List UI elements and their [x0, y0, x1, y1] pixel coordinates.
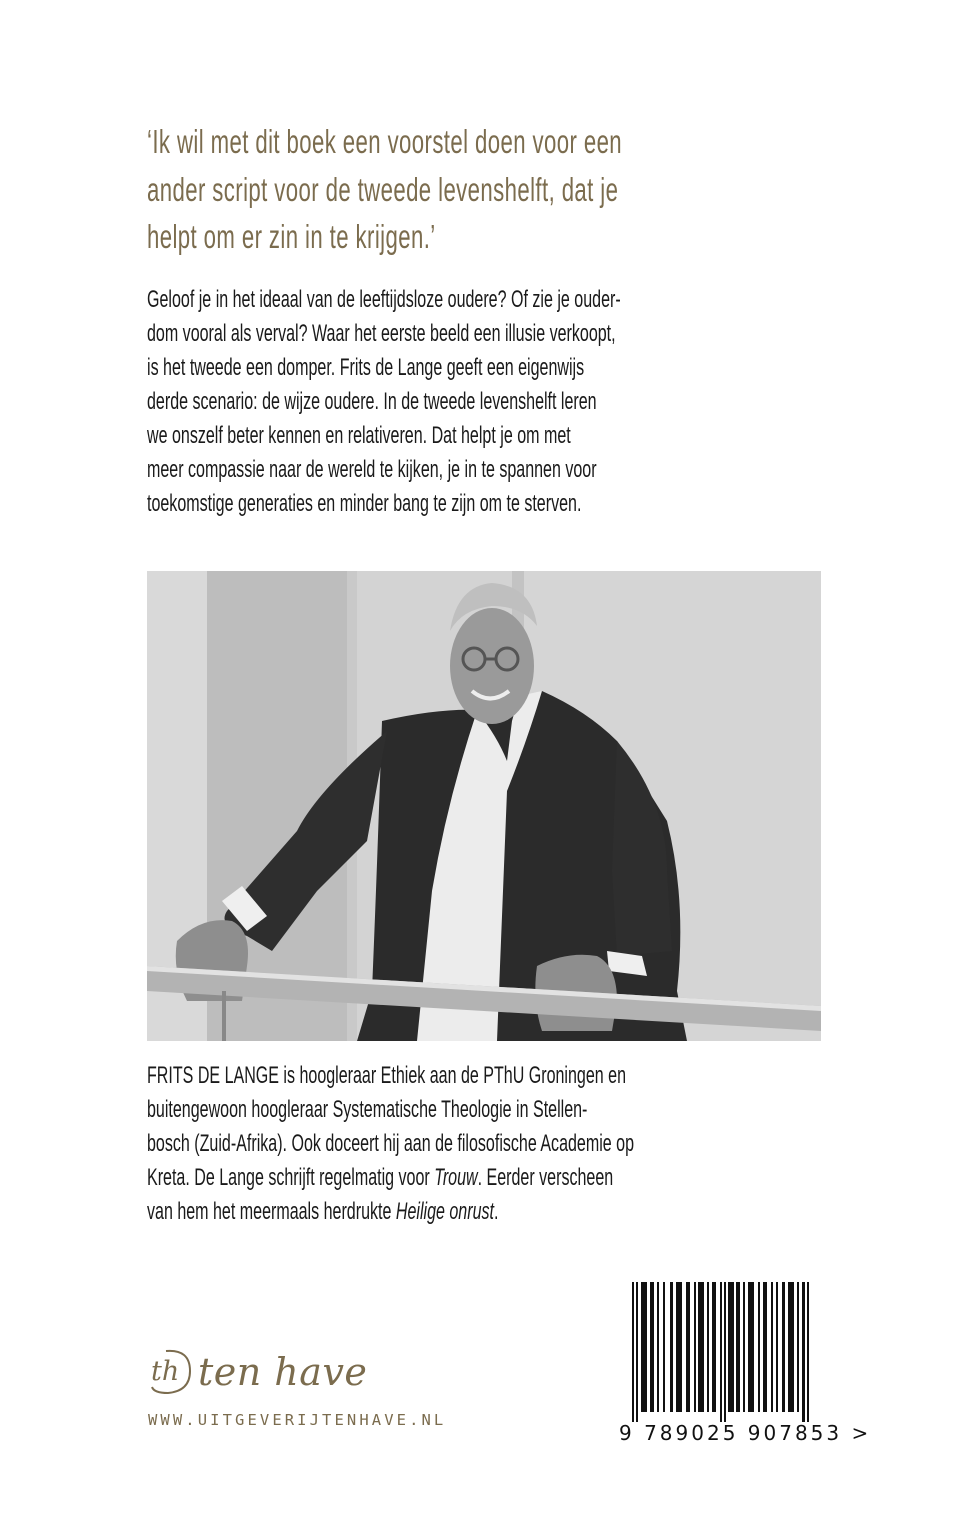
- quote-line: ‘Ik wil met dit boek een voorstel doen voor een: [147, 123, 623, 160]
- quote-line: ander script voor de tweede levenshelft, dat je: [147, 170, 619, 208]
- book-title: Heilige onrust: [395, 1198, 494, 1225]
- blurb-line: derde scenario: de wijze oudere. In de tweede levenshelft leren: [147, 388, 597, 415]
- cover-quote: [147, 118, 819, 261]
- bio-line: [147, 1161, 802, 1195]
- bio-text: Kreta. De Lange schrijft regelmatig voor: [147, 1164, 435, 1191]
- blurb-line: Geloof je in het ideaal van de leeftijdsloze oudere? Of zie je ouder-: [147, 286, 621, 313]
- newspaper-title: Trouw: [434, 1164, 478, 1191]
- bio-line: bosch (Zuid-Afrika). Ook doceert hij aan de filosofische Academie op: [147, 1130, 635, 1157]
- book-blurb: [147, 283, 802, 521]
- blurb-line: meer compassie naar de wereld te kijken, je in te spannen voor: [147, 456, 597, 483]
- isbn-number: 9 789025 907853 >: [619, 1421, 872, 1445]
- th-logo-icon: [146, 1347, 194, 1397]
- svg-text:th: th: [151, 1356, 180, 1387]
- publisher-name: ten have: [198, 1350, 368, 1394]
- blurb-line: is het tweede een domper. Frits de Lange geeft een eigenwijs: [147, 354, 585, 381]
- bio-text: van hem het meermaals herdrukte: [147, 1198, 396, 1225]
- isbn-barcode: [630, 1282, 830, 1422]
- bio-line: FRITS DE LANGE is hoogleraar Ethiek aan de PThU Groningen en: [147, 1062, 626, 1089]
- bio-line: buitengewoon hoogleraar Systematische Theologie in Stellen-: [147, 1096, 588, 1123]
- quote-line: helpt om er zin in te krijgen.’: [147, 218, 436, 255]
- author-photo: [147, 571, 821, 1041]
- publisher-url[interactable]: WWW.UITGEVERIJTENHAVE.NL: [148, 1411, 447, 1429]
- publisher-logo: [146, 1344, 367, 1400]
- bio-text: .: [493, 1198, 499, 1225]
- bio-line: [147, 1195, 802, 1229]
- blurb-line: we onszelf beter kennen en relativeren. Dat helpt je om met: [147, 422, 571, 449]
- bio-text: . Eerder verscheen: [477, 1164, 614, 1191]
- author-bio: [147, 1059, 802, 1229]
- blurb-line: toekomstige generaties en minder bang te zijn om te sterven.: [147, 490, 582, 517]
- blurb-line: dom vooral als verval? Waar het eerste beeld een illusie verkoopt,: [147, 320, 616, 347]
